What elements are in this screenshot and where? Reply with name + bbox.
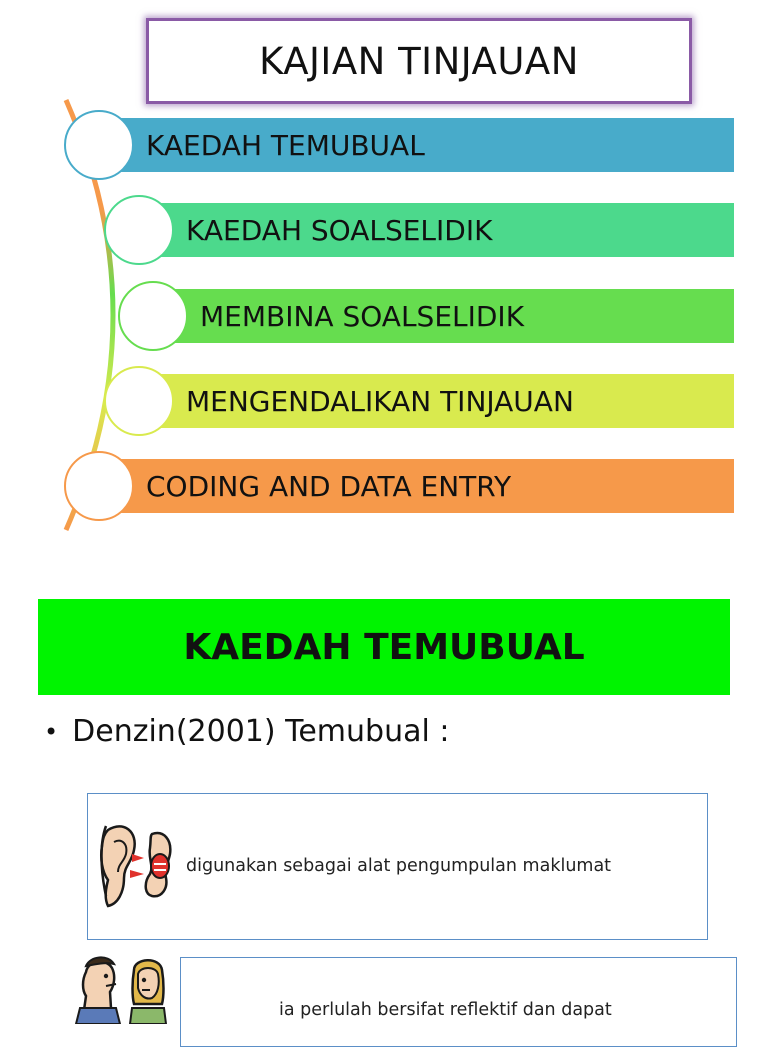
step-bar-5: [112, 459, 734, 513]
section-heading: KAEDAH TEMUBUAL: [183, 626, 585, 668]
step-circle-3: [118, 281, 188, 351]
step-label-4: MENGENDALIKAN TINJAUAN: [186, 384, 574, 418]
page-title: KAJIAN TINJAUAN: [259, 39, 579, 83]
ear-and-mouth-icon: [94, 818, 176, 918]
step-bar-3: [166, 289, 734, 343]
step-label-5: CODING AND DATA ENTRY: [146, 469, 512, 503]
step-circle-1: [64, 110, 134, 180]
step-circle-5: [64, 451, 134, 521]
bullet-dot-icon: •: [44, 717, 59, 746]
step-bar-4: [152, 374, 734, 428]
info-card-2: [180, 957, 737, 1047]
step-circle-2: [104, 195, 174, 265]
talking-people-icon: [70, 952, 170, 1024]
section-banner: [38, 599, 730, 695]
info-card-1: [87, 793, 708, 940]
bullet-text: Denzin(2001) Temubual :: [72, 714, 450, 749]
step-label-3: MEMBINA SOALSELIDIK: [200, 299, 525, 333]
step-circle-4: [104, 366, 174, 436]
card-text-1: digunakan sebagai alat pengumpulan maklumat: [186, 856, 612, 876]
step-bar-1: [112, 118, 734, 172]
step-bar-2: [152, 203, 734, 257]
step-label-1: KAEDAH TEMUBUAL: [146, 128, 425, 162]
step-label-2: KAEDAH SOALSELIDIK: [186, 213, 493, 247]
bullet-item: [44, 714, 449, 749]
card-text-2: ia perlulah bersifat reflektif dan dapat: [279, 1000, 612, 1020]
